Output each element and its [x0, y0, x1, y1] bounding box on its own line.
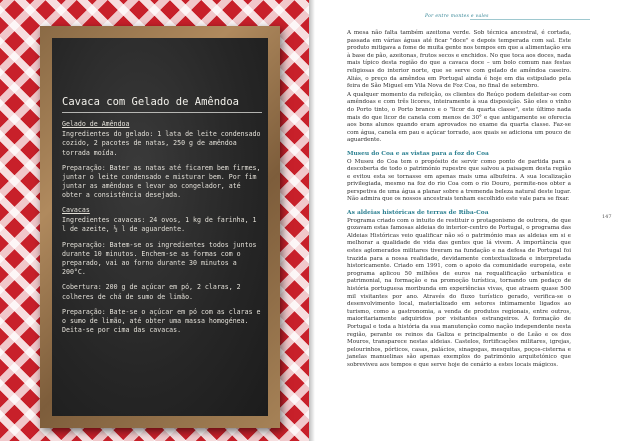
section-heading: Gelado de Amêndoa	[62, 120, 130, 128]
body-paragraph: O Museu do Coa tem o propósito de servir como ponto de partida para a descoberta de todo o património rupestre que salvou a paisagem desta região e evitou esta se tornasse em apenas mais uma albufeira. A sua localização privilegiada, mesmo na foz do rio Coa com o rio Douro, permite-nos obter a perspetiva de uma água a planar sobre a tremenda beleza natural deste lugar. Não admira que os nossos ancestrais tenham escolhido este vale para se fixar.	[347, 158, 571, 203]
chalkboard-recipe	[52, 38, 268, 416]
left-page-photo	[0, 0, 309, 441]
right-page	[315, 0, 620, 441]
recipe-paragraph: Cobertura: 200 g de açúcar em pó, 2 claras, 2 colheres de chá de sumo de limão.	[62, 283, 241, 301]
page-number: 147	[602, 214, 612, 220]
wooden-frame	[40, 26, 280, 428]
running-head-rule	[470, 19, 590, 20]
body-text	[347, 30, 571, 371]
recipe-paragraph: Preparação: Bater as natas até ficarem bem firmes, juntar o leite condensado e misturar bem. Por fim juntar as amêndoas e levar ao congelador, até obter a consistência desejada.	[62, 163, 261, 200]
title-underline	[62, 112, 262, 113]
body-paragraph: A mesa não falta também azeitona verde. Sob técnica ancestral, é cortada, passada em várias águas até ficar "doce" e depois temperada com sal. Este produto mitigava a fome de muita gente nos tempos em que a alimentação era à base de pão, azeitonas, frutos secos e enchidos. No que toca aos doces, nada mais típico desta região do que a cavaca doce – um bolo comum nas festas religiosas do interior norte, que se serve com gelado de amêndoa caseiro. Aliás, o preço da amêndoa em Portugal ainda é hoje em dia estipulado pela feira de São Miguel em Vila Nova de Foz Coa, no final de setembro.	[347, 30, 571, 90]
section-heading: Cavacas	[62, 206, 90, 214]
recipe-section-cavacas	[62, 206, 264, 341]
section-heading-museu: Museu do Coa e as vistas para a foz do Coa	[347, 149, 489, 157]
running-head: Por entre montes e vales	[425, 14, 489, 19]
body-paragraph: Programa criado com o intuito de restituir o protagonismo de outrora, de que gozavam estas famosas aldeias do interior-centro de Portugal, o programa das Aldeias Históricas veio qualificar não só o património mas as aldeias em si e melhorar a qualidade de vida das gentes que lá vivem. A importância que estes aglomerados militares tiveram na fundação e na defesa de Portugal foi trazida para a nossa realidade, devidamente contextualizada e interpretada historicamente. Criado em 1991, com o apoio da comunidade europeia, este programa aplicou 50 milhões de euros na requalificação urbanística e patrimonial, na formação e na promoção turística, tornando um pedaço de história portuguesa moribunda em experiências vivas, que atraem quase 500 mil visitantes por ano. Através do fluxo turístico gerado, verifica-se o desenvolvimento local, materializado em setores intimamente ligados ao turismo, como a gastronomia, a venda de produtos regionais, entre outros, maioritariamente adquiridos por visitantes estrangeiros. A formação de Portugal e toda a história da sua manutenção como nação independente nesta região, perante os reinos da Galiza e principalmente o de Leão e os dos Mouros, transparece nestas aldeias. Castelos, fortificações militares, igrejas, pelourinhos, pórticos, casas, palácios, sinagogas, mesquitas, poços-cisterna e janelas manuelinas são apenas exemplos do património arquitetónico que sobreviveu aos tempos e que serve hoje de cenário a estes locais mágicos.	[347, 217, 571, 368]
section-heading-aldeias: As aldeias históricas de terras de Riba-Coa	[347, 209, 489, 217]
recipe-paragraph: Ingredientes cavacas: 24 ovos, 1 kg de farinha, 1 l de azeite, ½ l de aguardente.	[62, 216, 257, 234]
recipe-title: Cavaca com Gelado de Amêndoa	[62, 96, 240, 108]
body-paragraph: A qualquer momento da refeição, os clientes do Reúço podem deleitar-se com amêndoas e com três licores, inteiramente à sua disposição. São eles o vinho do Porto tinto, o Porto branco e o "licor da quarta classe", este último nada mais do que licor de canela com menos de 30° e que antigamente se oferecia aos bons alunos quando eram aprovados no exame da quarta classe. Faz-se com água, canela em pau e açúcar torrado, aos quais se adiciona um pouco de aguardente.	[347, 91, 571, 144]
recipe-paragraph: Preparação: Batem-se os ingredientes todos juntos durante 10 minutos. Enchem-se as formas com o preparado, vai ao forno durante 30 minutos a 200°C.	[62, 240, 257, 277]
recipe-paragraph: Preparação: Bate-se o açúcar em pó com as claras e o sumo de limão, até obter uma massa homogénea. Deita-se por cima das cavacas.	[62, 307, 261, 335]
recipe-section-gelado	[62, 120, 264, 207]
recipe-paragraph: Ingredientes do gelado: 1 lata de leite condensado cozido, 2 pacotes de natas, 250 g de amêndoa torrada moída.	[62, 130, 261, 157]
